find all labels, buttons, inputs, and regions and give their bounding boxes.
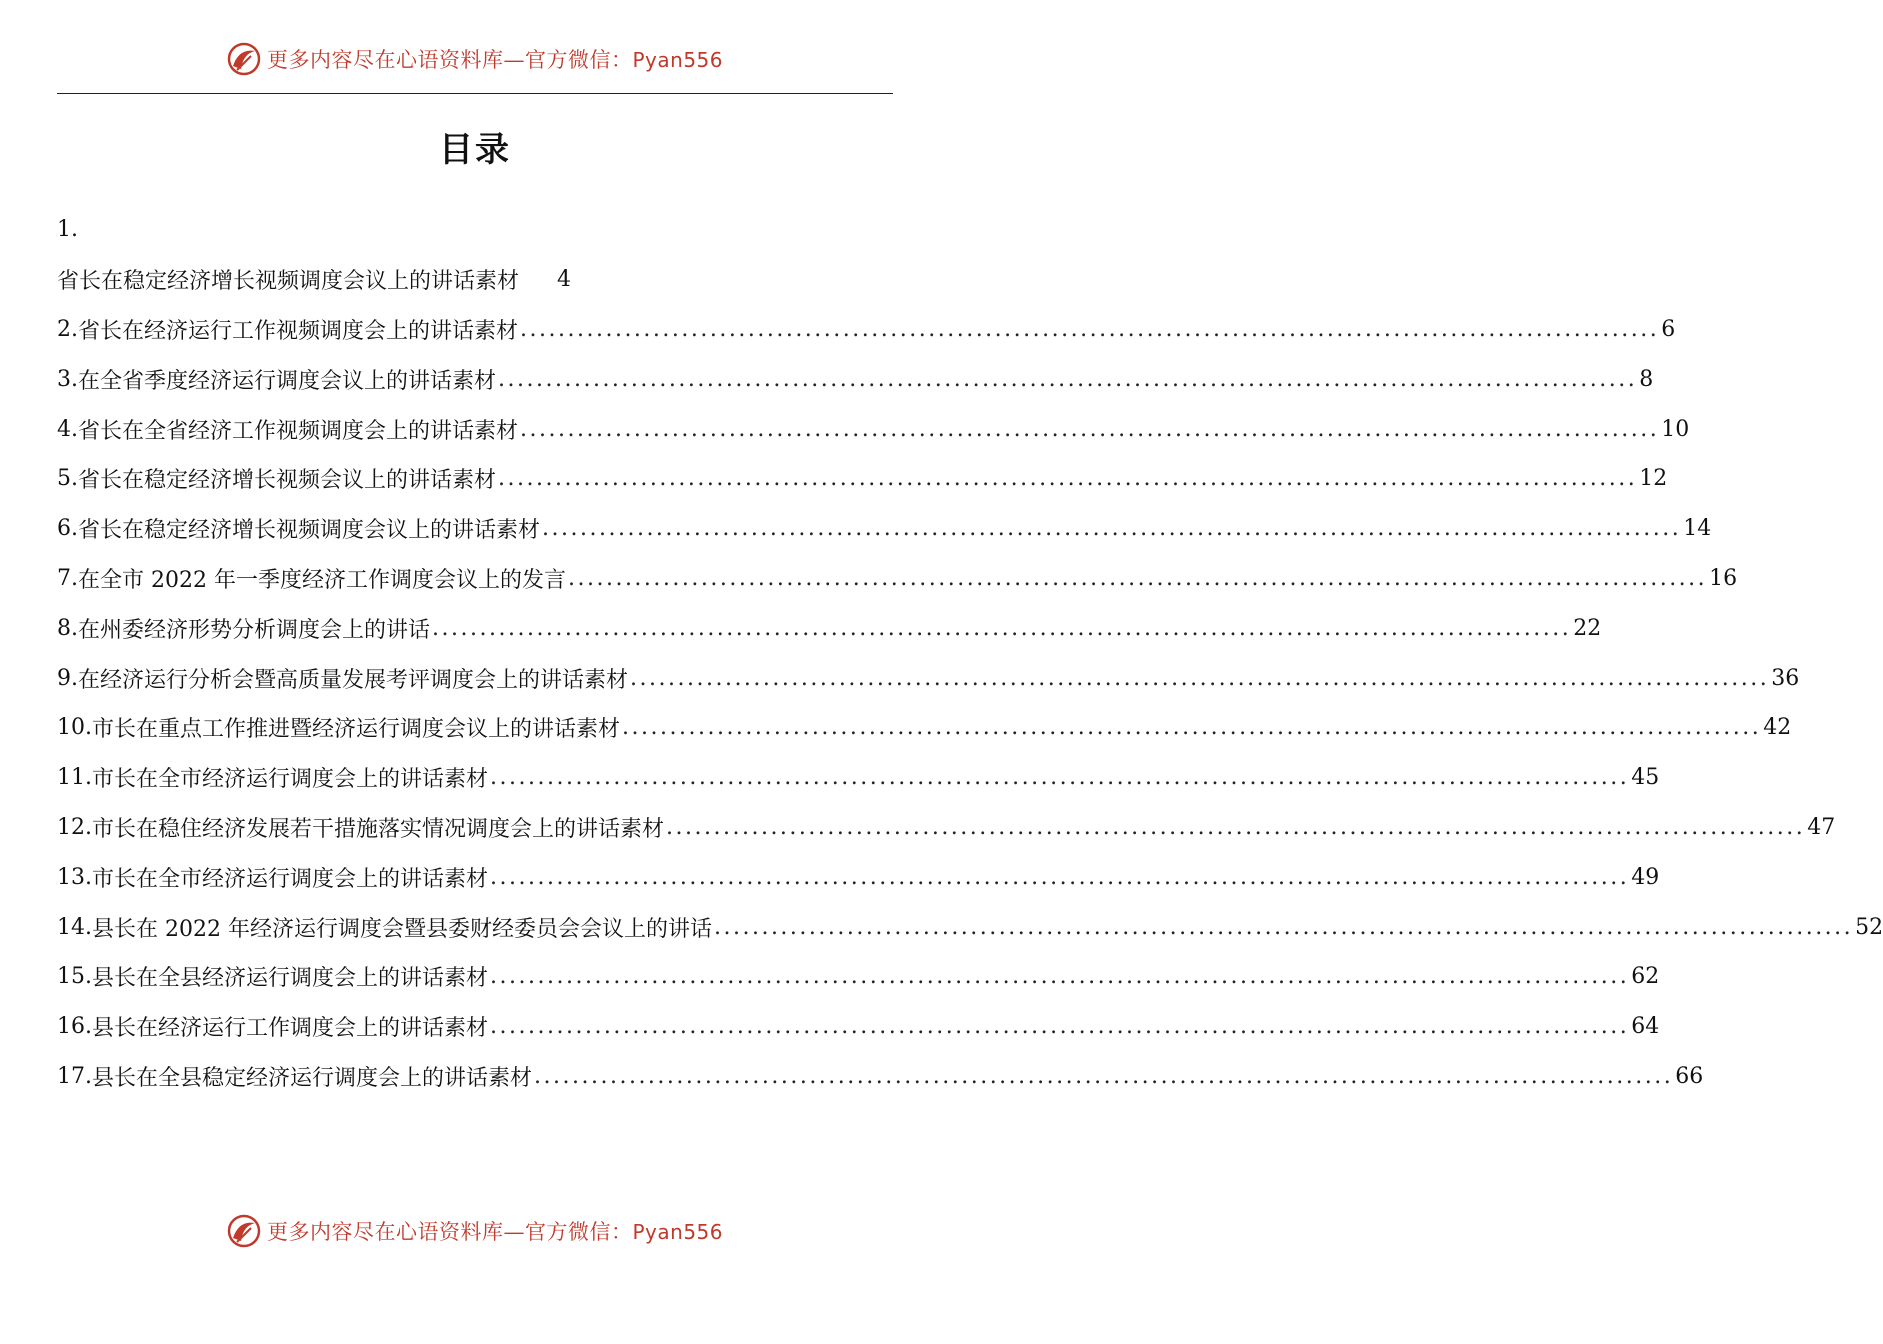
banner-slogan: 更多内容尽在心语资料库 xyxy=(266,1220,504,1244)
toc-entry-title: 省长在稳定经济增长视频会议上的讲话素材 xyxy=(78,468,497,494)
toc-entry-number xyxy=(57,205,893,255)
footer-banner xyxy=(0,1206,950,1256)
toc-dot-leader: ........................................................................................................................ xyxy=(534,1063,1674,1089)
toc-entry-title: 在经济运行分析会暨高质量发展考评调度会上的讲话素材 xyxy=(78,667,629,693)
toc-number: 5. xyxy=(57,466,78,492)
toc-page-number: 66 xyxy=(1675,1063,1704,1089)
toc-dot-leader: ........................................................................................................................ xyxy=(666,814,1806,840)
toc-page-number: 6 xyxy=(1661,316,1676,342)
toc-entry[interactable] xyxy=(57,404,1690,454)
toc-dot-leader: ........................................................................................................................ xyxy=(498,366,1638,392)
toc-entry[interactable] xyxy=(57,454,1668,504)
toc-page-number: 22 xyxy=(1573,615,1602,641)
toc-dot-leader: ........................................................................................................................ xyxy=(520,416,1660,442)
toc-number: 7. xyxy=(57,565,78,591)
banner-wechat-id: Pyan556 xyxy=(632,1220,723,1244)
toc-dot-leader: ........................................................................................................................ xyxy=(432,615,1572,641)
toc-number: 11. xyxy=(57,765,92,791)
toc-entry-title: 在全省季度经济运行调度会议上的讲话素材 xyxy=(78,368,497,394)
toc-entry[interactable] xyxy=(57,603,1602,653)
toc-number: 15. xyxy=(57,964,92,990)
toc-entry[interactable] xyxy=(57,952,1660,1002)
toc-page-number: 16 xyxy=(1709,565,1738,591)
toc-number: 17. xyxy=(57,1063,92,1089)
toc-entry-title: 县长在经济运行工作调度会上的讲话素材 xyxy=(92,1016,489,1042)
toc-entry-title: 省长在稳定经济增长视频调度会议上的讲话素材 xyxy=(57,269,520,295)
toc-number: 13. xyxy=(57,864,92,890)
toc-entry[interactable] xyxy=(57,1052,1704,1102)
toc-dot-leader: ........................................................................................................................ xyxy=(490,864,1630,890)
toc-number: 6. xyxy=(57,516,78,542)
toc-dot-leader: ........................................................................................................................ xyxy=(622,715,1762,741)
toc-page-number: 12 xyxy=(1639,466,1668,492)
toc-page-number: 49 xyxy=(1631,864,1660,890)
toc-number: 1. xyxy=(57,217,78,243)
toc-entry-title: 在全市 2022 年一季度经济工作调度会议上的发言 xyxy=(78,567,566,593)
toc-dot-leader: ........................................................................................................................ xyxy=(490,765,1630,791)
toc-entry[interactable] xyxy=(57,803,1836,853)
toc-entry[interactable] xyxy=(57,554,1738,604)
toc-dot-leader: ........................................................................................................................ xyxy=(542,516,1682,542)
toc-page-number: 62 xyxy=(1631,964,1660,990)
toc-entry[interactable] xyxy=(57,1002,1660,1052)
header-banner xyxy=(0,34,950,84)
toc-entry-title: 县长在全县经济运行调度会上的讲话素材 xyxy=(92,966,489,992)
toc-number: 4. xyxy=(57,416,78,442)
toc-entry-title: 县长在 2022 年经济运行调度会暨县委财经委员会会议上的讲话 xyxy=(92,916,712,942)
toc-page-number: 36 xyxy=(1771,665,1800,691)
toc-entry-title: 省长在经济运行工作视频调度会上的讲话素材 xyxy=(78,318,519,344)
toc-entry[interactable] xyxy=(57,703,1792,753)
toc-page-number: 4 xyxy=(557,267,572,293)
toc-entry[interactable] xyxy=(57,902,1883,952)
toc-entry-title: 省长在稳定经济增长视频调度会议上的讲话素材 xyxy=(78,518,541,544)
toc-dot-leader: ........................................................................................................................ xyxy=(498,466,1638,492)
toc-page-number: 42 xyxy=(1763,715,1792,741)
toc-page-number: 14 xyxy=(1683,516,1712,542)
toc-page-number: 8 xyxy=(1639,366,1654,392)
toc-number: 16. xyxy=(57,1014,92,1040)
toc-number: 10. xyxy=(57,715,92,741)
toc-page-number: 47 xyxy=(1807,814,1836,840)
toc-page-number: 52 xyxy=(1855,914,1883,940)
toc-dot-leader: ........................................................................................................................ xyxy=(490,964,1630,990)
banner-separator: —官方微信： xyxy=(503,1220,633,1244)
table-of-contents xyxy=(57,205,1883,1101)
toc-page-number: 10 xyxy=(1661,416,1690,442)
toc-entry[interactable] xyxy=(57,852,1660,902)
banner-separator: —官方微信： xyxy=(503,48,633,72)
toc-entry-title: 在州委经济形势分析调度会上的讲话 xyxy=(78,617,431,643)
banner-slogan: 更多内容尽在心语资料库 xyxy=(266,48,504,72)
toc-page-number: 45 xyxy=(1631,765,1660,791)
brand-logo-icon xyxy=(227,1214,261,1248)
toc-entry-title: 市长在稳住经济发展若干措施落实情况调度会上的讲话素材 xyxy=(92,816,665,842)
toc-dot-leader: ........................................................................................................................ xyxy=(713,914,1854,940)
toc-number: 8. xyxy=(57,615,78,641)
toc-entry[interactable] xyxy=(57,653,1800,703)
toc-entry-title: 市长在重点工作推进暨经济运行调度会议上的讲话素材 xyxy=(92,717,621,743)
brand-logo-icon xyxy=(227,42,261,76)
banner-wechat-id: Pyan556 xyxy=(632,48,723,72)
toc-entry-title: 省长在全省经济工作视频调度会上的讲话素材 xyxy=(78,418,519,444)
toc-entry-title: 县长在全县稳定经济运行调度会上的讲话素材 xyxy=(92,1065,533,1091)
toc-dot-leader: ........................................................................................................................ xyxy=(520,316,1660,342)
toc-number: 9. xyxy=(57,665,78,691)
page-title: 目录 xyxy=(439,130,511,170)
toc-page-number: 64 xyxy=(1631,1014,1660,1040)
toc-number: 14. xyxy=(57,914,92,940)
toc-dot-leader: ........................................................................................................................ xyxy=(630,665,1770,691)
toc-entry[interactable] xyxy=(57,305,1676,355)
header-divider xyxy=(57,93,893,94)
toc-entry[interactable] xyxy=(57,354,1654,404)
toc-dot-leader: ........................................................................................................................ xyxy=(490,1014,1630,1040)
toc-number: 2. xyxy=(57,316,78,342)
toc-entry[interactable] xyxy=(57,753,1660,803)
toc-dot-leader: ........................................................................................................................ xyxy=(567,565,1708,591)
toc-entry[interactable] xyxy=(57,255,893,305)
toc-number: 3. xyxy=(57,366,78,392)
toc-number: 12. xyxy=(57,814,92,840)
toc-entry[interactable] xyxy=(57,504,1712,554)
toc-entry-title: 市长在全市经济运行调度会上的讲话素材 xyxy=(92,866,489,892)
toc-entry-title: 市长在全市经济运行调度会上的讲话素材 xyxy=(92,767,489,793)
